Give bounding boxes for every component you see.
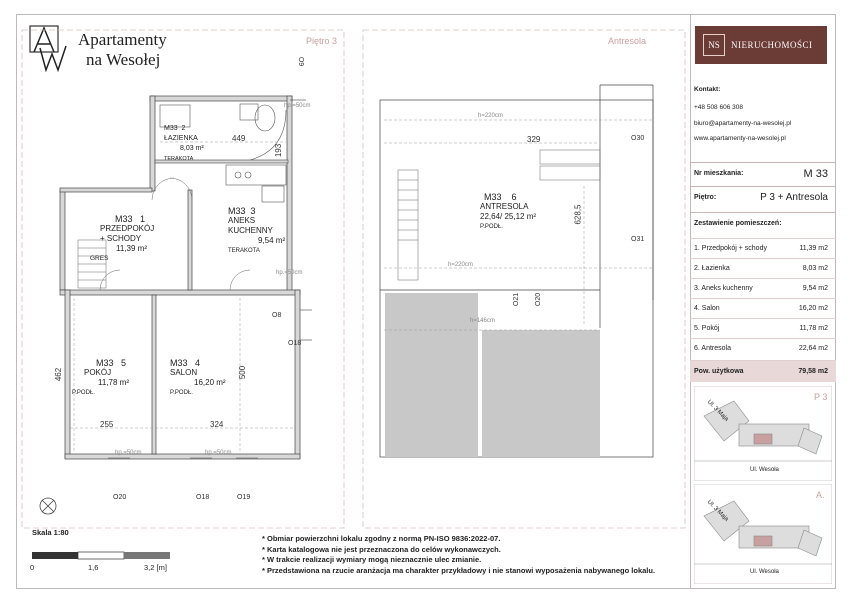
contact-phone[interactable]: +48 508 606 308 [694, 104, 743, 111]
dim-628: 628,5 [573, 204, 583, 225]
info-sidebar [690, 14, 836, 589]
footnote-4: * Przedstawiona na rzucie aranżacja ma charakter przykładowy i nie stanowi wyposażenia nabywanego lokalu. [262, 565, 656, 575]
dim-hp-50-d: hp.=50cm [205, 450, 232, 456]
dim-hp-50-c: hp.=50cm [115, 450, 142, 456]
footnotes [262, 534, 655, 576]
window-o9: O9 [297, 56, 305, 67]
dim-h-146: h=146cm [470, 318, 495, 324]
window-o30: O30 [631, 135, 645, 142]
floor-section-label: Piętro 3 [306, 36, 338, 46]
apartment-number-row [690, 162, 836, 184]
dim-449: 449 [232, 134, 246, 143]
room-label-4: M33 4 SALON 16,20 m² P.PODŁ. [170, 358, 226, 396]
ns-logo-mark: NS [703, 34, 725, 56]
void-area-left [385, 293, 478, 457]
dim-h-220-b: h=220cm [448, 262, 473, 268]
window-o20-right: O20 [535, 292, 543, 307]
dim-h-220-a: h=220cm [478, 113, 503, 119]
scale-tick-2: 3,2 [m] [144, 563, 167, 572]
map-floor-street-b: Ul. Wesoła [750, 467, 779, 473]
dim-329: 329 [527, 135, 541, 144]
usable-area-label: Pow. użytkowa [694, 368, 744, 375]
summary-row: 4. Salon 16,20 m2 [690, 298, 836, 318]
mezzanine-section-label: Antresola [608, 36, 647, 46]
footnote-2: * Karta katalogowa nie jest przeznaczona do celów wykonawczych. [262, 544, 501, 554]
dim-462: 462 [54, 367, 64, 382]
footnote-1: * Obmiar powierzchni lokalu zgodny z normą PN-ISO 9836:2022-07. [262, 534, 501, 543]
dim-255: 255 [100, 420, 114, 429]
floor-row [690, 186, 836, 208]
room-label-3: M33 3 ANEKS KUCHENNY 9,54 m² TERAKOTA [228, 206, 286, 254]
apartment-value: M 33 [803, 167, 828, 180]
map-mezzanine-street-a: Ul. 3 Maja [705, 499, 730, 523]
window-o21: O21 [513, 292, 521, 307]
window-o19: O19 [237, 494, 251, 501]
contact-email[interactable]: biuro@apartamenty-na-wesolej.pl [694, 120, 792, 127]
summary-row: 3. Aneks kuchenny 9,54 m2 [690, 278, 836, 298]
window-o20: O20 [113, 494, 127, 501]
compass-icon [40, 498, 56, 514]
room-label-6: M33 6 ANTRESOLA 22,64/ 25,12 m² P.PODŁ. [480, 192, 537, 230]
room-label-5: M33 5 POKÓJ 11,78 m² P.PODŁ. [72, 358, 129, 396]
window-o8: O8 [272, 312, 282, 319]
scale-tick-0: 0 [30, 563, 35, 572]
summary-title: Zestawienie pomieszczeń: [694, 220, 782, 227]
summary-row: 1. Przedpokój + schody 11,39 m2 [690, 238, 836, 258]
summary-row: 5. Pokój 11,78 m2 [690, 318, 836, 338]
apartment-label: Nr mieszkania: [694, 170, 744, 177]
summary-title-row [690, 212, 836, 234]
footnote-3: * W trakcie realizacji wymiary mogą nieznacznie ulec zmianie. [262, 555, 482, 564]
contact-website[interactable]: www.apartamenty-na-wesolej.pl [694, 135, 786, 142]
void-area-right [482, 330, 600, 457]
dim-hp-50-a: hp.=50cm [284, 103, 311, 109]
room-label-1: M33 1 PRZEDPOKÓJ + SCHODY 11,39 m² GRES [90, 214, 155, 262]
map-mezzanine-tag: A. [816, 490, 825, 500]
dim-500: 500 [238, 365, 248, 380]
contact-label: Kontakt: [694, 86, 721, 93]
dim-hp-50-b: hp.=50cm [276, 270, 303, 276]
kitchen-fixtures [226, 165, 286, 202]
dim-324: 324 [210, 420, 224, 429]
company-logo [695, 26, 827, 64]
window-o31: O31 [631, 236, 645, 243]
summary-row: 6. Antresola 22,64 m2 [690, 338, 836, 358]
brand-title-line2: na Wesołej [86, 50, 161, 69]
map-floor-tag: P 3 [814, 392, 828, 402]
usable-area-value: 79,58 m2 [798, 368, 828, 375]
window-o18-right: O18 [288, 340, 302, 347]
dim-193: 193 [274, 143, 284, 158]
map-mezzanine-street-b: Ul. Wesoła [750, 569, 779, 575]
brand-title-line1: Apartamenty [78, 30, 167, 49]
scale-bar [32, 552, 170, 559]
map-floor-street-a: Ul. 3 Maja [705, 399, 730, 423]
floor-value: P 3 + Antresola [760, 192, 828, 203]
floor-label: Piętro: [694, 194, 717, 201]
scale-label: Skala 1:80 [32, 528, 69, 537]
room-label-2: M33 2 ŁAZIENKA 8,03 m² TERAKOTA [164, 125, 204, 162]
summary-row: 2. Łazienka 8,03 m2 [690, 258, 836, 278]
scale-tick-1: 1,6 [88, 563, 99, 572]
usable-area-row [690, 360, 836, 382]
company-name: NIERUCHOMOŚCI [731, 40, 813, 50]
window-o18: O18 [196, 494, 210, 501]
